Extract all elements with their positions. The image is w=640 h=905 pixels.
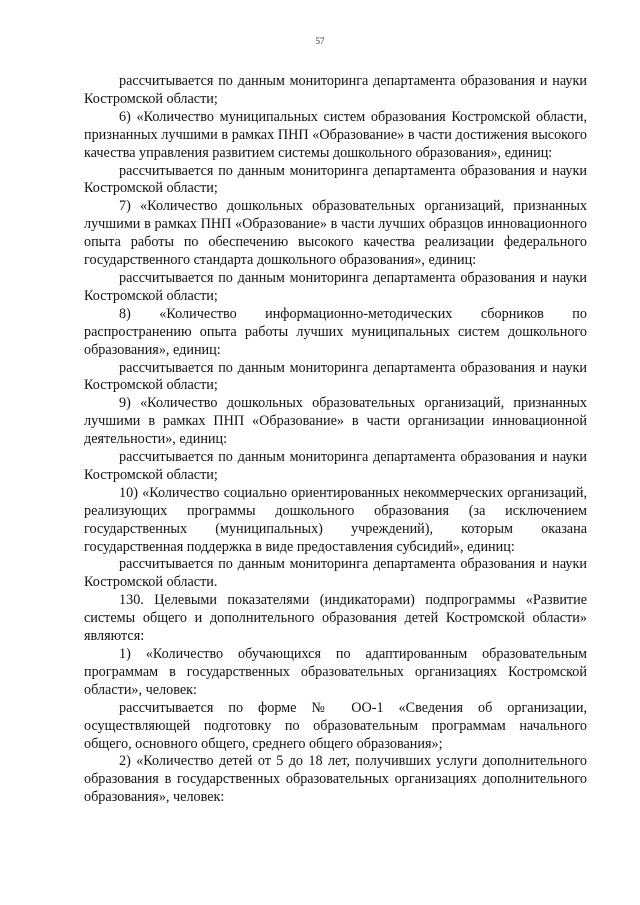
paragraph-6: 8) «Количество информационно-методических сборников по распространению опыта работы лучших муниципальных систем дошкольного образования», единиц: — [84, 305, 587, 358]
paragraph-1: рассчитывается по данным мониторинга департамента образования и науки Костромской области; — [84, 73, 587, 107]
page-number: 57 — [315, 36, 325, 46]
paragraph-15: 2) «Количество детей от 5 до 18 лет, получивших услуги дополнительного образования в государственных образовательных организациях дополнительного образования», человек: — [84, 753, 587, 806]
paragraph-8: 9) «Количество дошкольных образовательных организаций, признанных лучшими в рамках ПНП «Образование» в части организации инновационной деятельности», единиц: — [84, 395, 587, 448]
paragraph-5: рассчитывается по данным мониторинга департамента образования и науки Костромской области; — [84, 269, 587, 304]
paragraph-4: 7) «Количество дошкольных образовательных организаций, признанных лучшими в рамках ПНП «Образование» в части лучших образцов инновационного опыта работы по обеспечению высокого качества реализации федерального государственного стандарта дошкольного образования», единиц: — [84, 198, 587, 269]
paragraph-2: 6) «Количество муниципальных систем образования Костромской области, признанных лучшими в рамках ПНП «Образование» в части достижения высокого качества управления развитием системы дошкольного образования», единиц: — [84, 108, 587, 161]
paragraph-10: 10) «Количество социально ориентированных некоммерческих организаций, реализующих программы дошкольного образования (за исключением государственных (муниципальных) учреждений), которым оказана государственная поддержка в виде предоставления субсидий», единиц: — [84, 484, 587, 555]
paragraph-3: рассчитывается по данным мониторинга департамента образования и науки Костромской области; — [84, 162, 587, 197]
paragraph-14: рассчитывается по форме № ОО-1 «Сведения об организации, осуществляющей подготовку по образовательным программам начального общего, основного общего, среднего общего образования»; — [84, 699, 587, 752]
document-body — [84, 73, 587, 807]
paragraph-7: рассчитывается по данным мониторинга департамента образования и науки Костромской области; — [84, 359, 587, 394]
paragraph-12: 130. Целевыми показателями (индикаторами) подпрограммы «Развитие системы общего и дополнительного образования детей Костромской области» являются: — [84, 592, 587, 645]
paragraph-13: 1) «Количество обучающихся по адаптированным образовательным программам в государственных образовательных организациях Костромской области», человек: — [84, 646, 587, 698]
paragraph-11: рассчитывается по данным мониторинга департамента образования и науки Костромской области. — [84, 556, 587, 591]
paragraph-9: рассчитывается по данным мониторинга департамента образования и науки Костромской области; — [84, 449, 587, 483]
